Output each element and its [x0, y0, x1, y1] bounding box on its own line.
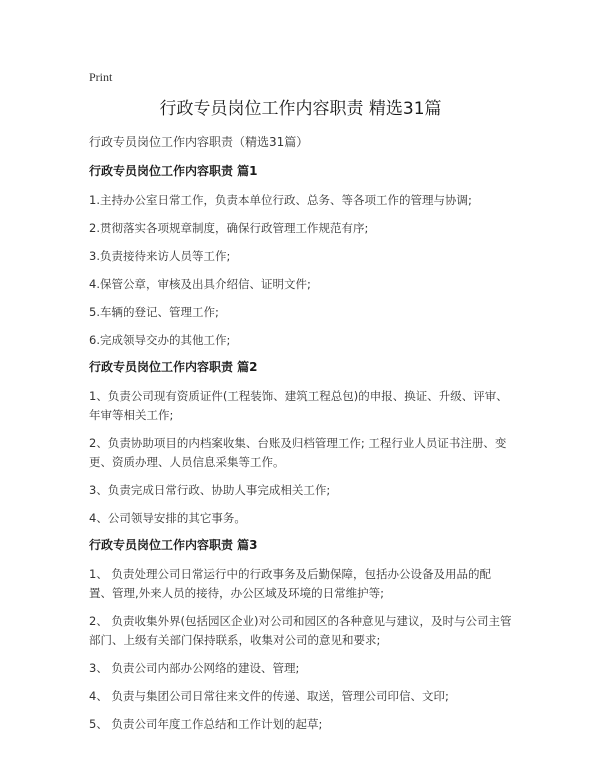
duty-item: 1、 负责处理公司日常运行中的行政事务及后勤保障，包括办公设备及用品的配置、管理,外来人员的接待，办公区域及环境的日常维护等; — [89, 567, 491, 600]
duty-item: 6.完成领导交办的其他工作; — [89, 333, 231, 347]
duty-item: 2.贯彻落实各项规章制度，确保行政管理工作规范有序; — [89, 221, 369, 235]
duty-item: 3.负责接待来访人员等工作; — [89, 249, 231, 263]
section-heading: 行政专员岗位工作内容职责 篇2 — [89, 360, 258, 374]
duty-item: 5.车辆的登记、管理工作; — [89, 305, 219, 319]
duty-item: 5、 负责公司年度工作总结和工作计划的起草; — [89, 717, 323, 731]
section-heading: 行政专员岗位工作内容职责 篇1 — [89, 164, 258, 178]
duty-item: 4.保管公章，审核及出具介绍信、证明文件; — [89, 277, 311, 291]
section-1 — [89, 163, 512, 350]
duty-item: 1.主持办公室日常工作，负责本单位行政、总务、等各项工作的管理与协调; — [89, 193, 472, 207]
duty-item: 4、 负责与集团公司日常往来文件的传递、取送，管理公司印信、文印; — [89, 689, 449, 703]
section-2 — [89, 359, 512, 528]
duty-item: 2、负责协助项目的内档案收集、台账及归档管理工作; 工程行业人员证书注册、变更、资质办理、人员信息采集等工作。 — [89, 436, 507, 469]
duty-item: 1、负责公司现有资质证件(工程装饰、建筑工程总包)的申报、换证、升级、评审、年审等相关工作; — [89, 389, 508, 422]
print-label[interactable]: Print — [89, 70, 113, 84]
duty-item: 3、 负责公司内部办公网络的建设、管理; — [89, 661, 300, 675]
section-heading: 行政专员岗位工作内容职责 篇3 — [89, 538, 258, 552]
section-3 — [89, 537, 512, 734]
duty-item: 2、 负责收集外界(包括园区企业)对公司和园区的各种意见与建议，及时与公司主管部门、上级有关部门保持联系，收集对公司的意见和要求; — [89, 614, 512, 647]
duty-item: 3、负责完成日常行政、协助人事完成相关工作; — [89, 483, 331, 497]
document-title: 行政专员岗位工作内容职责 精选31篇 — [159, 99, 442, 119]
duty-item: 4、公司领导安排的其它事务。 — [89, 511, 246, 525]
document-subtitle: 行政专员岗位工作内容职责（精选31篇） — [89, 135, 309, 149]
